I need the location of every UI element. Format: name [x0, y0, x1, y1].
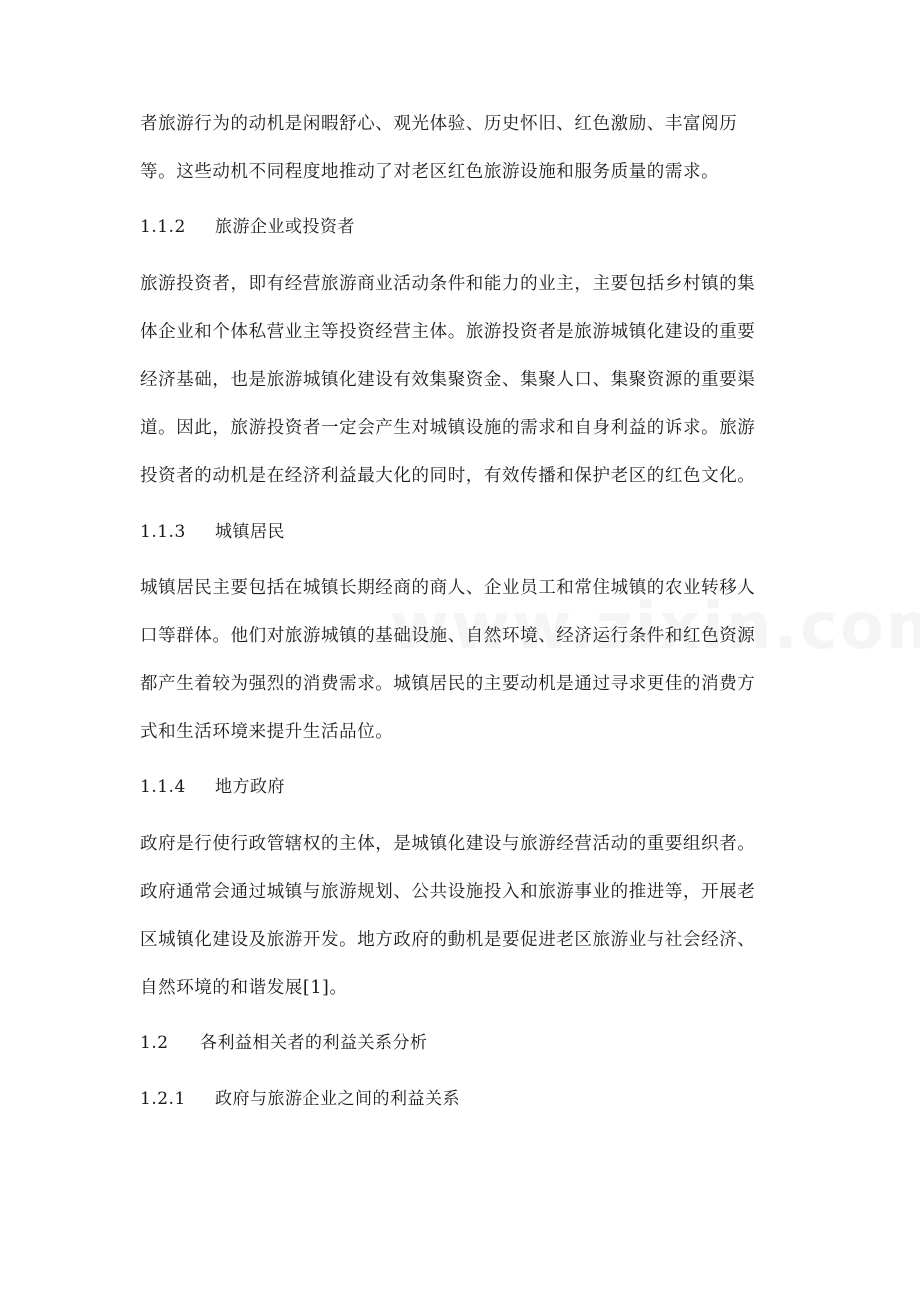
paragraph-line: 经济基础，也是旅游城镇化建设有效集聚资金、集聚人口、集聚资源的重要渠 [140, 370, 756, 390]
section-title: 城镇居民 [215, 522, 285, 542]
paragraph-line: 道。因此，旅游投资者一定会产生对城镇设施的需求和自身利益的诉求。旅游 [140, 418, 756, 438]
section-heading-1-1-2 [140, 215, 355, 239]
section-number: 1.1.2 [140, 217, 186, 237]
paragraph-line: 区城镇化建设及旅游开发。地方政府的動机是要促进老区旅游业与社会经济、 [140, 930, 756, 950]
section-number: 1.2.1 [140, 1089, 186, 1109]
paragraph-line: 旅游投资者，即有经营旅游商业活动条件和能力的业主，主要包括乡村镇的集 [140, 274, 756, 294]
paragraph-line: 自然环境的和谐发展[1]。 [140, 978, 348, 998]
section-number: 1.2 [140, 1033, 169, 1053]
section-heading-1-1-3 [140, 520, 285, 544]
paragraph-line: 体企业和个体私营业主等投资经营主体。旅游投资者是旅游城镇化建设的重要 [140, 322, 756, 342]
section-heading-1-2 [140, 1031, 428, 1055]
section-heading-1-1-4 [140, 775, 285, 799]
paragraph-line: 政府是行使行政管辖权的主体，是城镇化建设与旅游经营活动的重要组织者。 [140, 834, 756, 854]
section-number: 1.1.3 [140, 522, 186, 542]
paragraph-line: 式和生活环境来提升生活品位。 [140, 722, 394, 742]
paragraph-line: 投资者的动机是在经济利益最大化的同时，有效传播和保护老区的红色文化。 [140, 466, 756, 486]
section-heading-1-2-1 [140, 1087, 460, 1111]
section-title: 地方政府 [215, 777, 285, 797]
paragraph-line: 都产生着较为强烈的消费需求。城镇居民的主要动机是通过寻求更佳的消费方 [140, 674, 756, 694]
paragraph-line: 者旅游行为的动机是闲暇舒心、观光体验、历史怀旧、红色激励、丰富阅历 [140, 114, 738, 134]
section-title: 政府与旅游企业之间的利益关系 [215, 1089, 460, 1109]
paragraph-line: 等。这些动机不同程度地推动了对老区红色旅游设施和服务质量的需求。 [140, 162, 720, 182]
paragraph-line: 城镇居民主要包括在城镇长期经商的商人、企业员工和常住城镇的农业转移人 [140, 578, 756, 598]
section-title: 旅游企业或投资者 [215, 217, 355, 237]
section-number: 1.1.4 [140, 777, 186, 797]
paragraph-line: 口等群体。他们对旅游城镇的基础设施、自然环境、经济运行条件和红色资源 [140, 626, 756, 646]
section-title: 各利益相关者的利益关系分析 [200, 1033, 428, 1053]
paragraph-line: 政府通常会通过城镇与旅游规划、公共设施投入和旅游事业的推进等，开展老 [140, 882, 756, 902]
